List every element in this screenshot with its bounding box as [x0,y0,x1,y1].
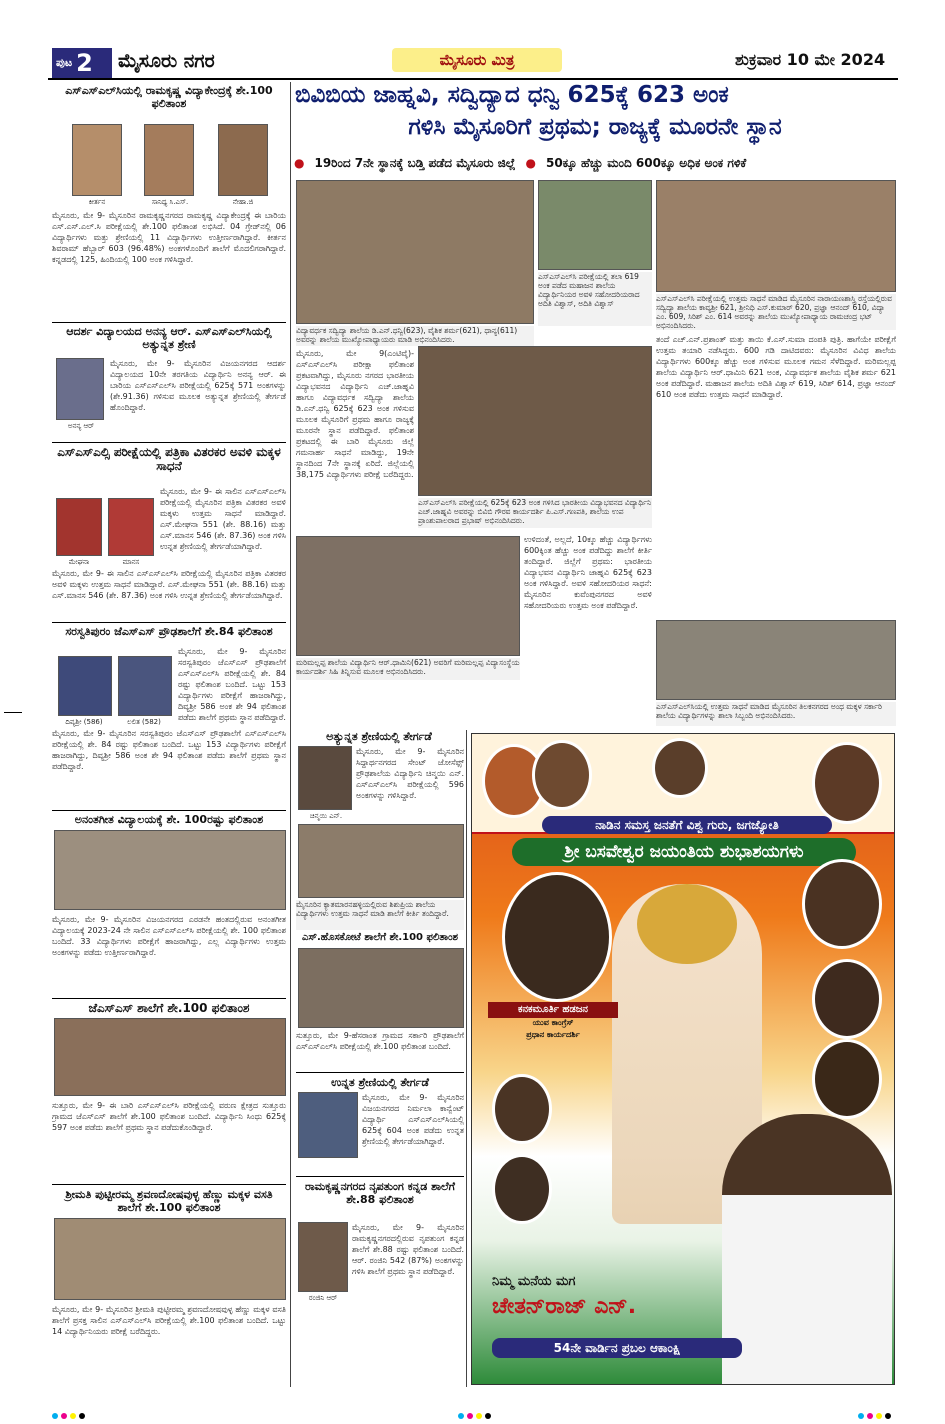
lead-headline-line-1: ಬಿವಿಬಿಯ ಜಾಹ್ನವಿ, ಸದ್ವಿದ್ಯಾದ ಧನ್ವಿ 625ಕ್ಕೆ 623 ಅಂಕ [295,82,729,108]
ad-portrait-3 [652,738,708,798]
column-rule-left [290,82,291,1387]
mid-headline-2: ಎಸ್.ಹೊಸಕೋಟೆ ಶಾಲೆಗೆ ಶೇ.100 ಫಲಿತಾಂಶ [302,932,458,943]
left-headline-4: ಸರಸ್ವತಿಪುರಂ ಜೆಎಸ್ಎಸ್ ಪ್ರೌಢಶಾಲೆಗೆ ಶೇ.84 ಫಲಿತಾಂಶ [65,625,273,638]
mid-headline-4: ರಾಮಕೃಷ್ಣನಗರದ ನೃಪತುಂಗ ಕನ್ನಡ ಶಾಲೆಗೆ ಶೇ.88 ಫಲಿತಾಂಶ [305,1180,455,1207]
lead-caption-6: ಎಸ್‌ಎಸ್‌ಎಲ್‌ಸಿಯಲ್ಲಿ ಉತ್ತಮ ಸಾಧನೆ ಮಾಡಿದ ಮೈಸೂರಿನ ತಿಲಕನಗರದ ಅಂಧ ಮಕ್ಕಳ ಸರ್ಕಾರಿ ಶಾಲೆಯ ವಿದ್ಯಾರ್ಥಿಗಳನ್ನು ಶಾಲಾ ಸಿಬ್ಬಂದಿ ಅಭಿನಂದಿಸಿದರು. [656,702,896,726]
left-article-7: ಮೈಸೂರು, ಮೇ 9- ಮೈಸೂರಿನ ಶ್ರೀಮತಿ ಪುಟ್ಟೀರಮ್ಮ ಶ್ರವಣದೋಷವುಳ್ಳ ಹೆಣ್ಣು ಮಕ್ಕಳ ವಸತಿ ಶಾಲೆಗೆ ಪ್ರಸಕ್ತ ಸಾಲಿನ ಎಸ್‌ಎಸ್‌ಎಲ್‌ಸಿ ಪರೀಕ್ಷೆಯಲ್ಲಿ ಶೇ.100 ಫಲಿತಾಂಶ ಬಂದಿದೆ. ಒಟ್ಟು 14 ವಿದ್ಯಾರ್ಥಿನಿಯರು ಪರೀಕ್ಷೆ ಬರೆದಿದ್ದರು. [52,1305,286,1336]
lead-photo-bvb [418,346,652,496]
student-name-2: ಸಾನಿಧ್ಯ ಸಿ.ಎಸ್. [151,198,189,206]
basaveshwara-crown [637,884,737,964]
lead-photo-sadvidya [296,180,534,324]
left-headline-2: ಆದರ್ಶ ವಿದ್ಯಾಲಯದ ಅನನ್ಯ ಆರ್. ಎಸ್‌ಎಸ್‌ಎಲ್‌ಸಿಯಲ್ಲಿ ಅತ್ಯುನ್ನತ ಶ್ರೇಣಿ [66,325,272,352]
issue-date: ಶುಕ್ರವಾರ 10 ಮೇ 2024 [735,50,886,69]
left-headline-3: ಎಸ್ಎಸ್ಎಲ್ಸಿ ಪರೀಕ್ಷೆಯಲ್ಲಿ ಪತ್ರಿಕಾ ವಿತರಕರ ಅವಳಿ ಮಕ್ಕಳ ಸಾಧನೆ [57,445,281,474]
page-number: 2 [76,49,93,77]
ad-portrait-kanakamurthy [502,872,612,1002]
ad-title: ಶ್ರೀ ಬಸವೇಶ್ವರ ಜಯಂತಿಯ ಶುಭಾಶಯಗಳು [512,838,856,866]
masthead: ಮೈಸೂರು ಮಿತ್ರ [392,48,562,72]
student-photo-chinmayi [298,746,352,810]
student-photo-6 [108,498,154,556]
student-name-5: ಮೇಘನಾ [68,558,90,566]
ad-portrait-2 [532,740,592,810]
ad-person1-role1: ಯುವ ಕಾಂಗ್ರೆಸ್ [532,1018,574,1027]
student-name-1: ಕೀರ್ತನ [88,198,106,206]
bullet-icon: ● [525,156,536,170]
student-name-6: ಮಾನಸ [122,558,140,566]
divider [52,810,286,811]
divider [296,1072,464,1073]
student-photo-8 [118,656,172,716]
lead-caption-1: ವಿದ್ಯಾವರ್ಧಕ ಸದ್ವಿದ್ಯಾ ಶಾಲೆಯ ಡಿ.ಎನ್.ಧನ್ವಿ(623), ವೈಶಿಕ ಶರ್ಮ(621), ಧಾನ್ಯ(611) ಅವರನ್ನು ಶಾಲೆಯ ಮುಖ್ಯೋಪಾಧ್ಯಾಯರು ಮಾಡಿ ಅಭಿನಂದಿಸಿದರು. [296,326,534,346]
header-rule [48,78,898,80]
lead-subhead-1: 19ರಿಂದ 7ನೇ ಸ್ಥಾನಕ್ಕೆ ಬಡ್ತಿ ಪಡೆದ ಮೈಸೂರು ಜಿಲ್ಲೆ [314,155,516,170]
left-headline-7: ಶ್ರೀಮತಿ ಪುಟ್ಟೀರಮ್ಮ ಶ್ರವಣದೋಷವುಳ್ಳ ಹೆಣ್ಣು ಮಕ್ಕಳ ವಸತಿ ಶಾಲೆಗೆ ಶೇ.100 ಫಲಿತಾಂಶ [65,1188,273,1215]
left-headline-6: ಜೆಎಸ್ಎಸ್ ಶಾಲೆಗೆ ಶೇ.100 ಫಲಿತಾಂಶ [88,1001,250,1015]
left-article-4a: ಮೈಸೂರು, ಮೇ 9- ಮೈಸೂರಿನ ಸರಸ್ವತಿಪುರಂ ಜೆಎಸ್‌ಎಸ್ ಪ್ರೌಢಶಾಲೆಗೆ ಎಸ್‌ಎಸ್‌ಎಲ್‌ಸಿ ಪರೀಕ್ಷೆಯಲ್ಲಿ ಶೇ. 84 ರಷ್ಟು ಫಲಿತಾಂಶ ಬಂದಿದೆ. ಒಟ್ಟು 153 ವಿದ್ಯಾರ್ಥಿಗಳು ಪರೀಕ್ಷೆಗೆ ಹಾಜರಾಗಿದ್ದು, ದಿವ್ಯಶ್ರೀ 586 ಅಂಕ ಶೇ 94 ಫಲಿತಾಂಶ ಪಡೆದು ಶಾಲೆಗೆ ಪ್ರಥಮ ಸ್ಥಾನ ಪಡೆದಿದ್ದಾರೆ. [178,647,286,722]
lead-caption-4: ಎಸ್‌ಎಸ್‌ಎಲ್‌ಸಿ ಪರೀಕ್ಷೆಯಲ್ಲಿ 625ಕ್ಕೆ 623 ಅಂಕ ಗಳಿಸಿದ ಭಾರತೀಯ ವಿದ್ಯಾಭವನದ ವಿದ್ಯಾರ್ಥಿನಿ ಎಚ್.ಜಾಹ್ನವಿ ಅವರನ್ನು ಬಿವಿಬಿ ಗೌರವ ಕಾರ್ಯದರ್ಶಿ ಪಿ.ಎಸ್.ಗಣಪತಿ, ಶಾಲೆಯ ಉಪ ಪ್ರಾಂಶುಪಾಲರಾದ ಪ್ರಭಾಷ್ ಅಭಿನಂದಿಸಿದರು. [418,498,652,528]
mid-headline-3: ಉನ್ನತ ಶ್ರೇಣಿಯಲ್ಲಿ ತೇರ್ಗಡೆ [331,1076,429,1089]
left-article-3b: ಮೈಸೂರು, ಮೇ 9- ಈ ಸಾಲಿನ ಎಸ್‌ಎಸ್‌ಎಲ್‌ಸಿ ಪರೀಕ್ಷೆಯಲ್ಲಿ ಮೈಸೂರಿನ ಪತ್ರಿಕಾ ವಿತರಕರ ಅವಳಿ ಮಕ್ಕಳು ಉತ್ತಮ ಸಾಧನೆ ಮಾಡಿದ್ದಾರೆ. ಎಸ್.ಮೇಘನಾ 551 (ಶೇ. 88.16) ಮತ್ತು ಎಸ್.ಮಾನಸ 546 (ಶೇ. 87.36) ಅಂಕ ಗಳಿಸಿ ಉನ್ನತ ಶ್ರೇಣಿಯಲ್ಲಿ ತೇರ್ಗಡೆಯಾಗಿದ್ದಾರೆ. [52,569,286,600]
lead-article-c: ತಂದೆ ಎಚ್.ಎನ್.ಪ್ರಶಾಂತ್ ಮತ್ತು ತಾಯಿ ಕೆ.ಎಸ್.ಸುಮಾ ದಂಪತಿ ಪುತ್ರಿ. ಹಾಗೆಯೇ ಪರೀಕ್ಷೆಗೆ ಉತ್ತಮ ತಯಾರಿ ನಡೆಸಿದ್ದರು. 600 ಗಡಿ ದಾಟಿದವರು: ಮೈಸೂರಿನ ವಿವಿಧ ಶಾಲೆಯ ವಿದ್ಯಾರ್ಥಿಗಳು 600ಕ್ಕೂ ಹೆಚ್ಚು ಅಂಕ ಗಳಿಸುವ ಮೂಲಕ ಗಮನ ಸೆಳೆದಿದ್ದಾರೆ. ಮರಿಮಲ್ಲಪ್ಪ ಶಾಲೆಯ ವಿದ್ಯಾರ್ಥಿನಿ ಆರ್.ಧಾಮಿನಿ 621 ಅಂಕ, ವಿದ್ಯಾವರ್ಧಕ ಶಾಲೆಯ ವೈಶಿಕ ಶರ್ಮ 621 ಅಂಕ ಪಡೆದಿದ್ದಾರೆ. ಮಹಾಜನ ಶಾಲೆಯ ಅದಿತಿ ವಿಶ್ವಾಸ್ 619, ಸಿರಿಶ್ 614, ಪ್ರಜ್ಞಾ ಆನಂದ್ 610 ಅಂಕ ಪಡೆದು ಉತ್ತಮ ಸಾಧನೆ ಮಾಡಿದ್ದಾರೆ. [656,335,896,399]
lead-subheads [294,151,896,175]
left-headline-1: ಎಸ್‌ಎಸ್‌ಎಲ್‌ಸಿಯಲ್ಲಿ ರಾಮಕೃಷ್ಣ ವಿದ್ಯಾಕೇಂದ್ರಕ್ಕೆ ಶೇ.100 ಫಲಿತಾಂಶ [65,84,273,111]
ad-portrait-6 [812,959,882,1039]
ad-main-name: ಚೇತನ್‌ರಾಜ್ ಎನ್. [492,1294,637,1319]
column-rule-mid [466,730,467,1387]
divider [52,622,286,623]
student-photo-2 [144,124,194,196]
page-label: ಪುಟ [56,56,73,69]
group-photo-jss [54,1018,286,1096]
divider [52,322,286,323]
group-photo-anantageeta [54,830,286,910]
page-number-box [52,48,112,78]
lead-article-b: ಉಳಿದಂತೆ, ಅಲ್ಲದೆ, 10ಕ್ಕೂ ಹೆಚ್ಚು ವಿದ್ಯಾರ್ಥಿಗಳು 600ಕ್ಕಿಂತ ಹೆಚ್ಚು ಅಂಕ ಪಡೆದಿದ್ದು ಶಾಲೆಗೆ ಕೀರ್ತಿ ತಂದಿದ್ದಾರೆ. ಜಿಲ್ಲೆಗೆ ಪ್ರಥಮ: ಭಾರತೀಯ ವಿದ್ಯಾಭವನ ವಿದ್ಯಾರ್ಥಿನಿ ಜಾಹ್ನವಿ 625ಕ್ಕೆ 623 ಅಂಕ ಗಳಿಸಿದ್ದಾರೆ. ಅವಳಿ ಸಹೋದರಿಯರ ಸಾಧನೆ: ಮೈಸೂರಿನ ಕುವೆಂಪುನಗರದ ಅವಳಿ ಸಹೋದರಿಯರು ಉತ್ತಮ ಅಂಕ ಪಡೆದಿದ್ದಾರೆ. [524,535,652,610]
margin-mark [4,712,22,713]
ad-person1-role2: ಪ್ರಧಾನ ಕಾರ್ಯದರ್ಶಿ [526,1030,580,1039]
student-photo-3 [218,124,268,196]
student-name-ranjini: ರಂಜಿನಿ ಆರ್ [308,1294,338,1302]
left-article-6: ಸುತ್ತೂರು, ಮೇ 9- ಈ ಬಾರಿ ಎಸ್‌ಎಸ್‌ಎಲ್‌ಸಿ ಪರೀಕ್ಷೆಯಲ್ಲಿ ವರುಣ ಕ್ಷೇತ್ರದ ಸುತ್ತೂರು ಗ್ರಾಮದ ಜೆಎಸ್‌ಎಸ್ ಶಾಲೆಗೆ ಶೇ.100 ಫಲಿತಾಂಶ ಬಂದಿದೆ. ವಿದ್ಯಾರ್ಥಿನಿ ಸಿಂಧು 625ಕ್ಕೆ 597 ಅಂಕ ಪಡೆದು ಶಾಲೆಗೆ ಪ್ರಥಮ ಸ್ಥಾನ ಪಡೆದುಕೊಂಡಿದ್ದಾರೆ. [52,1101,286,1132]
group-photo-hearing-school [54,1218,286,1300]
mid-article-2: ಸುತ್ತೂರು, ಮೇ 9-ಹೆಸರಾಂತ ಗ್ರಾಮದ ಸರ್ಕಾರಿ ಪ್ರೌಢಶಾಲೆಗೆ ಎಸ್‌ಎಸ್‌ಎಲ್‌ಸಿ ಪರೀಕ್ಷೆಯಲ್ಲಿ ಶೇ.100 ಫಲಿತಾಂಶ ಬಂದಿದೆ. [296,1031,464,1051]
lead-article-a: ಮೈಸೂರು, ಮೇ 9(ಎಂಟಿವೈ)- ಎಸ್‌ಎಸ್‌ಎಲ್‌ಸಿ ಪರೀಕ್ಷಾ ಫಲಿತಾಂಶ ಪ್ರಕಟವಾಗಿದ್ದು, ಮೈಸೂರು ನಗರದ ಭಾರತೀಯ ವಿದ್ಯಾಭವನದ ವಿದ್ಯಾರ್ಥಿನಿ ಎಚ್.ಜಾಹ್ನವಿ ಹಾಗೂ ವಿದ್ಯಾವರ್ಧಕ ಸದ್ವಿದ್ಯಾ ಶಾಲೆಯ ಡಿ.ಎನ್.ಧನ್ವಿ 625ಕ್ಕೆ 623 ಅಂಕ ಗಳಿಸುವ ಮೂಲಕ ಮೈಸೂರಿಗೆ ಪ್ರಥಮ ಹಾಗೂ ರಾಜ್ಯಕ್ಕೆ ಮೂರನೇ ಸ್ಥಾನ ಪಡೆದಿದ್ದಾರೆ. ಫಲಿತಾಂಶ ಪ್ರಕಟದಲ್ಲಿ ಈ ಬಾರಿ ಮೈಸೂರು ಜಿಲ್ಲೆ ಗಮನಾರ್ಹ ಸಾಧನೆ ಮಾಡಿದ್ದು, 19ನೇ ಸ್ಥಾನದಿಂದ 7ನೇ ಸ್ಥಾನಕ್ಕೆ ಏರಿದೆ. ಜಿಲ್ಲೆಯಲ್ಲಿ 38,175 ವಿದ್ಯಾರ್ಥಿಗಳು ಪರೀಕ್ಷೆ ಬರೆದಿದ್ದರು. [296,349,414,479]
ad-portrait-9 [492,1154,552,1224]
ad-ward: 54ನೇ ವಾರ್ಡಿನ ಪ್ರಬಲ ಆಕಾಂಕ್ಷಿ [492,1338,742,1358]
bullet-icon: ● [294,156,305,170]
student-name-7: ದಿವ್ಯಶ್ರೀ (586) [65,718,103,726]
mid-caption-1: ಮೈಸೂರಿನ ಕ್ಯಾತಮಾರನಹಳ್ಳಿಯಲ್ಲಿರುವ ಶಿಶುಪ್ರಿಯ ಶಾಲೆಯ ವಿದ್ಯಾರ್ಥಿಗಳು ಉತ್ತಮ ಸಾಧನೆ ಮಾಡಿ ಶಾಲೆಗೆ ಕೀರ್ತಿ ತಂದಿದ್ದಾರೆ. [296,900,464,930]
lead-caption-3: ಎಸ್‌ಎಸ್‌ಎಲ್‌ಸಿ ಪರೀಕ್ಷೆಯಲ್ಲಿ ಉತ್ತಮ ಸಾಧನೆ ಮಾಡಿದ ಮೈಸೂರಿನ ನಾರಾಯಣಶಾಸ್ತ್ರಿ ರಸ್ತೆಯಲ್ಲಿರುವ ಸದ್ವಿದ್ಯಾ ಶಾಲೆಯ ಕಾವ್ಯಶ್ರೀ 621, ಶ್ರೀನಿಧಿ ಎಸ್.ಕುಮಾರ್ 620, ಪ್ರಜ್ಞಾ ಆನಂದ್ 610, ವಿದ್ಯಾ ಎಂ. 609, ಸಿರಿಶ್ ಎಂ. 614 ಅವರನ್ನು ಶಾಲೆಯ ಮುಖ್ಯೋಪಾಧ್ಯಾಯ ರಾಮಚಂದ್ರ ಭಟ್ ಅಭಿನಂದಿಸಿದರು. [656,294,896,330]
divider [52,1184,286,1185]
group-photo-hosakote [298,948,464,1028]
registration-marks [52,1404,88,1423]
mid-article-4: ಮೈಸೂರು, ಮೇ 9- ಮೈಸೂರಿನ ರಾಮಕೃಷ್ಣನಗರದಲ್ಲಿರುವ ನೃಪತುಂಗ ಕನ್ನಡ ಶಾಲೆಗೆ ಶೇ.88 ರಷ್ಟು ಫಲಿತಾಂಶ ಬಂದಿದೆ. ಆರ್. ರಂಜಿನಿ 542 (87%) ಅಂಕಗಳನ್ನು ಗಳಿಸಿ ಶಾಲೆಗೆ ಪ್ರಥಮ ಸ್ಥಾನ ಪಡೆದಿದ್ದಾರೆ. [352,1223,464,1276]
left-article-4b: ಮೈಸೂರು, ಮೇ 9- ಮೈಸೂರಿನ ಸರಸ್ವತಿಪುರಂ ಜೆಎಸ್‌ಎಸ್ ಪ್ರೌಢಶಾಲೆಗೆ ಎಸ್‌ಎಸ್‌ಎಲ್‌ಸಿ ಪರೀಕ್ಷೆಯಲ್ಲಿ ಶೇ. 84 ರಷ್ಟು ಫಲಿತಾಂಶ ಬಂದಿದೆ. ಒಟ್ಟು 153 ವಿದ್ಯಾರ್ಥಿಗಳು ಪರೀಕ್ಷೆಗೆ ಹಾಜರಾಗಿದ್ದು, ದಿವ್ಯಶ್ರೀ 586 ಅಂಕ ಶೇ 94 ಫಲಿತಾಂಶ ಪಡೆದು ಶಾಲೆಗೆ ಪ್ರಥಮ ಸ್ಥಾನ ಪಡೆದಿದ್ದಾರೆ. [52,729,286,771]
student-photo-7 [58,656,112,716]
ad-portrait-5 [802,859,882,949]
lead-headline-line-2: ಗಳಿಸಿ ಮೈಸೂರಿಗೆ ಪ್ರಥಮ; ರಾಜ್ಯಕ್ಕೆ ಮೂರನೇ ಸ್ಥಾನ [408,114,782,140]
ad-tagline: ನಿಮ್ಮ ಮನೆಯ ಮಗ [492,1274,576,1289]
registration-marks [858,1404,894,1423]
registration-marks [458,1404,494,1423]
group-photo-shishupriya [298,824,464,898]
lead-caption-2: ಎಸ್‌ಎಸ್‌ಎಲ್‌ಸಿ ಪರೀಕ್ಷೆಯಲ್ಲಿ ತಲಾ 619 ಅಂಕ ಪಡೆದ ಮಹಾಜನ ಶಾಲೆಯ ವಿದ್ಯಾರ್ಥಿನಿಯರ ಅವಳಿ ಸಹೋದರಿಯರಾದ ಅದಿತಿ ವಿಶ್ವಾಸ್, ಅದಿತಿ ವಿಶ್ವಾಸ್ [538,272,652,326]
divider [296,1176,464,1177]
left-article-1: ಮೈಸೂರು, ಮೇ 9- ಮೈಸೂರಿನ ರಾಮಕೃಷ್ಣನಗರದ ರಾಮಕೃಷ್ಣ ವಿದ್ಯಾಕೇಂದ್ರಕ್ಕೆ ಈ ಬಾರಿಯ ಎಸ್.ಎಸ್.ಎಲ್.ಸಿ ಪರೀಕ್ಷೆಯಲ್ಲಿ ಶೇ.100 ಫಲಿತಾಂಶ ಲಭಿಸಿದೆ. 04 ಗ್ರೇಡ್‌ನಲ್ಲಿ 06 ವಿದ್ಯಾರ್ಥಿಗಳು ಮತ್ತು ಶ್ರೇಣಿಯಲ್ಲಿ 11 ವಿದ್ಯಾರ್ಥಿಗಳು ಉತ್ತೀರ್ಣರಾಗಿದ್ದಾರೆ. ಕೀರ್ತನ ಶಿವರಾಮ್ ಹೆಬ್ಬಾರ್ 603 (96.48%) ಅಂಕಗಳೊಂದಿಗೆ ಶಾಲೆಗೆ ಮೊದಲಿಗರಾಗಿದ್ದಾರೆ. ಕನ್ನಡದಲ್ಲಿ 125, ಹಿಂದಿಯಲ್ಲಿ 100 ಅಂಕ ಗಳಿಸಿದ್ದಾರೆ. [52,211,286,264]
lead-photo-blind-school [656,620,896,700]
mid-headline-1: ಅತ್ಯುನ್ನತ ಶ್ರೇಣಿಯಲ್ಲಿ ತೇರ್ಗಡೆ [326,730,432,743]
ad-portrait-7 [812,1039,882,1119]
ad-portrait-8 [492,1074,552,1144]
basava-jayanthi-advertisement [471,733,895,1385]
student-name-chinmayi: ಚಿನ್ಮಯಿ ಎನ್. [309,812,343,820]
student-name-4: ಅನನ್ಯ ಆರ್ [67,422,95,430]
lead-subhead-2: 50ಕ್ಕೂ ಹೆಚ್ಚು ಮಂದಿ 600ಕ್ಕೂ ಅಧಿಕ ಅಂಕ ಗಳಿಕೆ [545,155,747,170]
ad-portrait-4 [812,742,882,824]
ad-greeting: ನಾಡಿನ ಸಮಸ್ತ ಜನತೆಗೆ ವಿಶ್ವ ಗುರು, ಜಗಜ್ಯೋತಿ [542,816,832,834]
left-headline-5: ಅನಂತಗೀತ ವಿದ್ಯಾಲಯಕ್ಕೆ ಶೇ. 100ರಷ್ಟು ಫಲಿತಾಂಶ [74,813,264,826]
lead-photo-sadvidya-group [656,180,896,292]
ad-person1-name: ಕನಕಮೂರ್ತಿ ಹಡಜನ [488,1002,618,1018]
lead-photo-twins [538,180,652,270]
student-photo-4 [56,358,104,420]
student-photo-ranjini [298,1222,348,1292]
lead-caption-5: ಮರಿಮಲ್ಲಪ್ಪ ಶಾಲೆಯ ವಿದ್ಯಾರ್ಥಿನಿ ಆರ್.ಧಾಮಿನಿ(621) ಅವರಿಗೆ ಮರಿಮಲ್ಲಪ್ಪ ವಿದ್ಯಾಸಂಸ್ಥೆಯ ಕಾರ್ಯದರ್ಶಿ ಸಿಹಿ ತಿನ್ನಿಸುವ ಮೂಲಕ ಅಭಿನಂದಿಸಿದರು. [296,658,520,680]
student-name-3: ನೇಹಾ.ಜಿ [232,198,254,206]
student-name-8: ಲಲಿತ (582) [127,718,161,726]
ad-portrait-chetanraj [722,1114,892,1384]
section-name: ಮೈಸೂರು ನಗರ [118,50,215,72]
lead-photo-marimallappa [296,536,520,656]
divider [52,442,286,443]
mid-article-1: ಮೈಸೂರು, ಮೇ 9- ಮೈಸೂರಿನ ಸಿದ್ದಾರ್ಥನಗರದ ಸೇಂಟ್ ಜೋಸೆಫ್ಸ್ ಪ್ರೌಢಶಾಲೆಯ ವಿದ್ಯಾರ್ಥಿನಿ ಚಿನ್ಮಯಿ ಎನ್. ಎಸ್‌ಎಸ್‌ಎಲ್‌ಸಿ ಪರೀಕ್ಷೆಯಲ್ಲಿ 596 ಅಂಕಗಳನ್ನು ಗಳಿಸಿದ್ದಾರೆ. [356,747,464,800]
left-article-3a: ಮೈಸೂರು, ಮೇ 9- ಈ ಸಾಲಿನ ಎಸ್‌ಎಸ್‌ಎಲ್‌ಸಿ ಪರೀಕ್ಷೆಯಲ್ಲಿ ಮೈಸೂರಿನ ಪತ್ರಿಕಾ ವಿತರಕರ ಅವಳಿ ಮಕ್ಕಳು ಉತ್ತಮ ಸಾಧನೆ ಮಾಡಿದ್ದಾರೆ. ಎಸ್.ಮೇಘನಾ 551 (ಶೇ. 88.16) ಮತ್ತು ಎಸ್.ಮಾನಸ 546 (ಶೇ. 87.36) ಅಂಕ ಗಳಿಸಿ ಉನ್ನತ ಶ್ರೇಣಿಯಲ್ಲಿ ತೇರ್ಗಡೆಯಾಗಿದ್ದಾರೆ. [160,487,286,551]
student-photo-5 [56,498,102,556]
left-article-2: ಮೈಸೂರು, ಮೇ 9- ಮೈಸೂರಿನ ವಿಜಯನಗರದ ಆದರ್ಶ ವಿದ್ಯಾಲಯದ 10ನೇ ತರಗತಿಯ ವಿದ್ಯಾರ್ಥಿನಿ ಅನನ್ಯ ಆರ್. ಈ ಬಾರಿಯ ಎಸ್‌ಎಸ್‌ಎಲ್‌ಸಿ ಪರೀಕ್ಷೆಯಲ್ಲಿ 625ಕ್ಕೆ 571 ಅಂಕಗಳನ್ನು (ಶೇ.91.36) ಗಳಿಸುವ ಮೂಲಕ ಅತ್ಯುನ್ನತ ಶ್ರೇಣಿಯಲ್ಲಿ ತೇರ್ಗಡೆ ಹೊಂದಿದ್ದಾರೆ. [110,359,286,412]
divider [52,998,286,999]
student-photo-1 [72,124,122,196]
mid-article-3: ಮೈಸೂರು, ಮೇ 9- ಮೈಸೂರಿನ ವಿಜಯನಗರದ ನಿರ್ಮಲಾ ಕಾನ್ವೆಂಟ್ ವಿದ್ಯಾರ್ಥಿ ಎಸ್‌ಎಸ್‌ಎಲ್‌ಸಿಯಲ್ಲಿ 625ಕ್ಕೆ 604 ಅಂಕ ಪಡೆದು ಉನ್ನತ ಶ್ರೇಣಿಯಲ್ಲಿ ತೇರ್ಗಡೆಯಾಗಿದ್ದಾರೆ. [362,1093,464,1146]
left-article-5: ಮೈಸೂರು, ಮೇ 9- ಮೈಸೂರಿನ ವಿಜಯನಗರದ ಎರಡನೇ ಹಂತದಲ್ಲಿರುವ ಅನಂತಗೀತ ವಿದ್ಯಾಲಯಕ್ಕೆ 2023-24 ನೇ ಸಾಲಿನ ಎಸ್‌ಎಸ್‌ಎಲ್‌ಸಿ ಪರೀಕ್ಷೆಯಲ್ಲಿ ಶೇ. 100 ಫಲಿತಾಂಶ ಬಂದಿದೆ. 33 ವಿದ್ಯಾರ್ಥಿಗಳು ಪರೀಕ್ಷೆಗೆ ಹಾಜರಾಗಿದ್ದು, ಎಲ್ಲ ವಿದ್ಯಾರ್ಥಿಗಳು ಉತ್ತಮ ಅಂಕಗಳನ್ನು ಪಡೆದು ಉತ್ತೀರ್ಣರಾಗಿದ್ದಾರೆ. [52,915,286,957]
student-photo-nirmala [298,1092,358,1158]
